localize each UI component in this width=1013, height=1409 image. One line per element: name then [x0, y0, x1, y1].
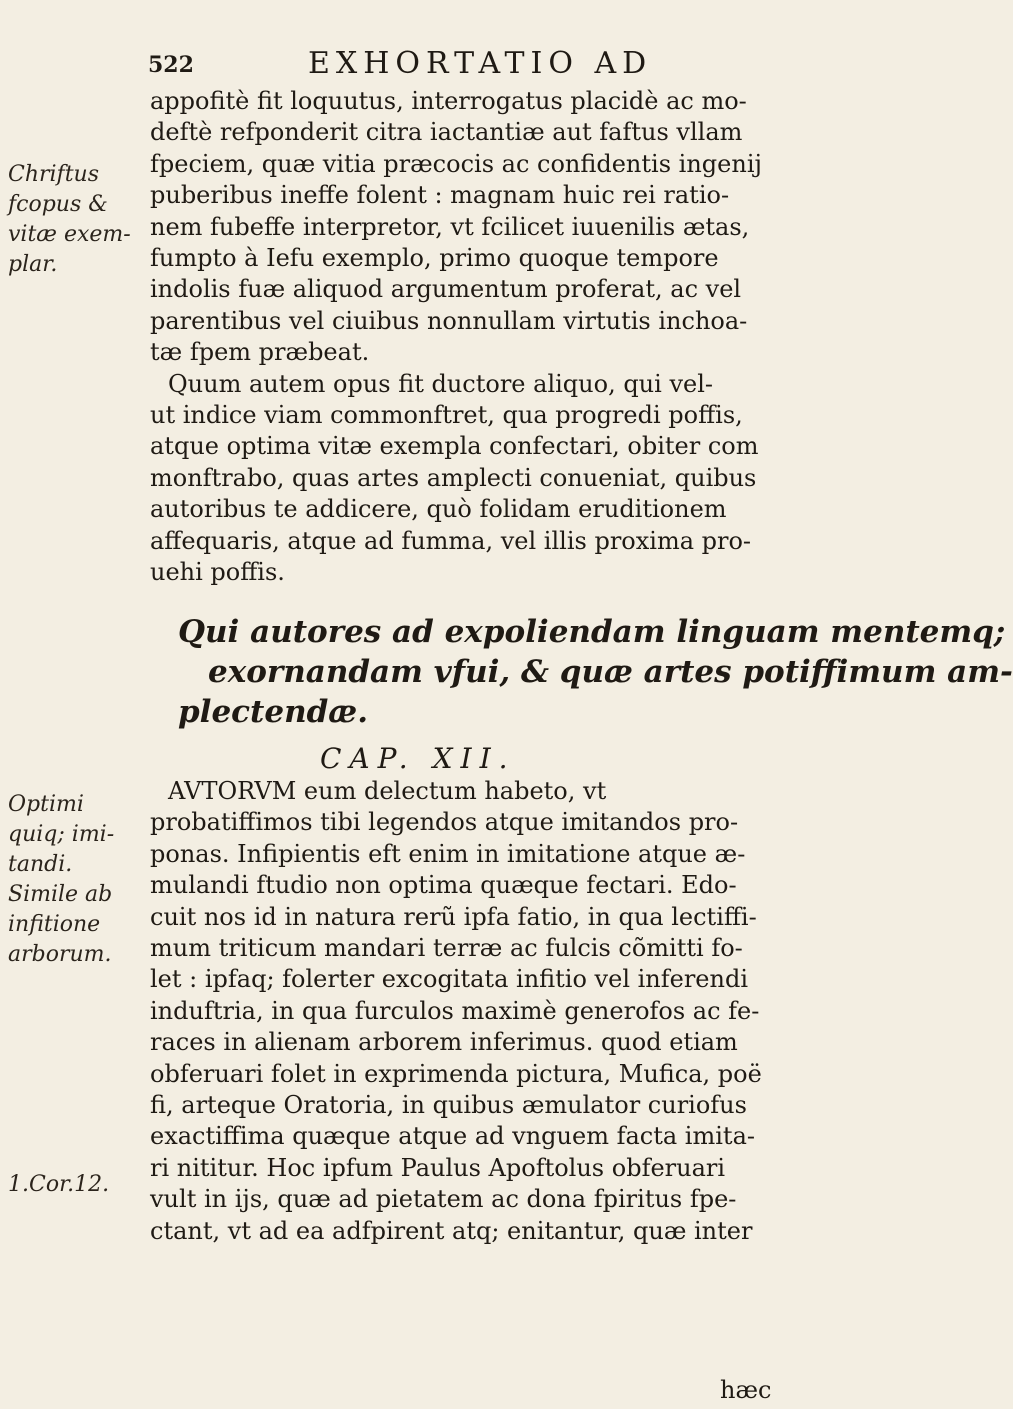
text-line: ctant, vt ad ea adfpirent atq; enitantur, quæ inter — [150, 1216, 753, 1245]
margin-line: fcopus & — [8, 192, 108, 217]
catchword: hæc — [720, 1376, 772, 1404]
text-line: mulandi ftudio non optima quæque fectari. Edo- — [150, 871, 737, 900]
text-line: ut indice viam commonftret, qua progredi poffis, — [150, 401, 743, 430]
text-line: appofitè fit loquutus, interrogatus placidè ac mo- — [150, 87, 747, 115]
text-line: fpeciem, quæ vitia præcocis ac confidentis ingenij — [150, 149, 762, 178]
running-head: EXHORTATIO AD — [308, 46, 653, 81]
text-line: Quum autem opus fit ductore aliquo, qui vel- — [168, 369, 713, 398]
text-line: let : ipfaq; folerter excogitata infitio vel inferendi — [150, 965, 749, 994]
text-line: deftè refponderit citra iactantiæ aut faftus vllam — [150, 118, 743, 147]
text-line: fi, arteque Oratoria, in quibus æmulator curiofus — [150, 1091, 747, 1120]
text-line: AVTORVM eum delectum habeto, vt — [168, 777, 607, 805]
margin-line: quiq; imi- — [8, 822, 115, 847]
margin-line: Optimi — [8, 792, 84, 817]
text-line: races in alienam arborem inferimus. quod etiam — [150, 1028, 738, 1057]
text-line: probatiffimos tibi legendos atque imitandos pro- — [150, 808, 739, 837]
text-line: autoribus te addicere, quò folidam eruditionem — [150, 495, 727, 524]
text-line: mum triticum mandari terræ ac fulcis cõmitti fo- — [150, 934, 743, 963]
text-line: nem fubeffe interpretor, vt fcilicet iuuenilis ætas, — [150, 212, 750, 241]
margin-note-optimi — [8, 790, 114, 970]
text-line: parentibus vel ciuibus nonnullam virtutis inchoa- — [150, 306, 748, 335]
text-line: tæ fpem præbeat. — [150, 338, 370, 367]
margin-note-christus — [8, 160, 131, 280]
page-header — [148, 42, 668, 82]
title-line: Qui autores ad expoliendam linguam mentemq; — [178, 614, 1006, 650]
text-line: obferuari folet in exprimenda pictura, Mufica, poë — [150, 1059, 762, 1088]
margin-note-cor — [8, 1170, 109, 1200]
text-line: monftrabo, quas artes amplecti conueniat, quibus — [150, 463, 757, 492]
text-line: indolis fuæ aliquod argumentum proferat, ac vel — [150, 275, 742, 304]
text-line: vult in ijs, quæ ad pietatem ac dona fpiritus fpe- — [150, 1185, 737, 1214]
margin-line: plar. — [8, 252, 58, 277]
text-line: induftria, in qua furculos maximè generofos ac fe- — [150, 996, 760, 1025]
margin-line: Chriftus — [8, 162, 99, 187]
margin-line: vitæ exem- — [8, 222, 131, 247]
margin-line: Simile ab — [8, 882, 113, 907]
paragraph-3 — [150, 776, 790, 1247]
chapter-label: CAP. XII. — [320, 742, 516, 775]
margin-line: tandi. — [8, 852, 73, 877]
margin-line: 1.Cor.12. — [8, 1172, 110, 1197]
margin-line: infitione — [8, 912, 101, 937]
chapter-title — [178, 612, 1013, 732]
paragraph-1-and-2 — [150, 86, 790, 589]
page-number: 522 — [148, 52, 194, 78]
text-line: ri nititur. Hoc ipfum Paulus Apoftolus obferuari — [150, 1153, 726, 1182]
text-line: exactiffima quæque atque ad vnguem facta imita- — [150, 1122, 755, 1151]
margin-line: arborum. — [8, 942, 112, 967]
text-line: affequaris, atque ad fumma, vel illis proxima pro- — [150, 526, 752, 555]
text-line: puberibus ineffe folent : magnam huic rei ratio- — [150, 181, 730, 210]
text-line: uehi poffis. — [150, 558, 285, 587]
text-line: cuit nos id in natura rerũ ipfa fatio, in qua lectiffi- — [150, 902, 757, 931]
title-line: plectendæ. — [178, 694, 368, 730]
text-line: ponas. Infipientis eft enim in imitatione atque æ- — [150, 839, 746, 868]
title-line: exornandam vfui, & quæ artes potiffimum am- — [208, 654, 1013, 690]
text-line: atque optima vitæ exempla confectari, obiter com — [150, 432, 759, 461]
text-line: fumpto à Iefu exemplo, primo quoque tempore — [150, 244, 719, 273]
